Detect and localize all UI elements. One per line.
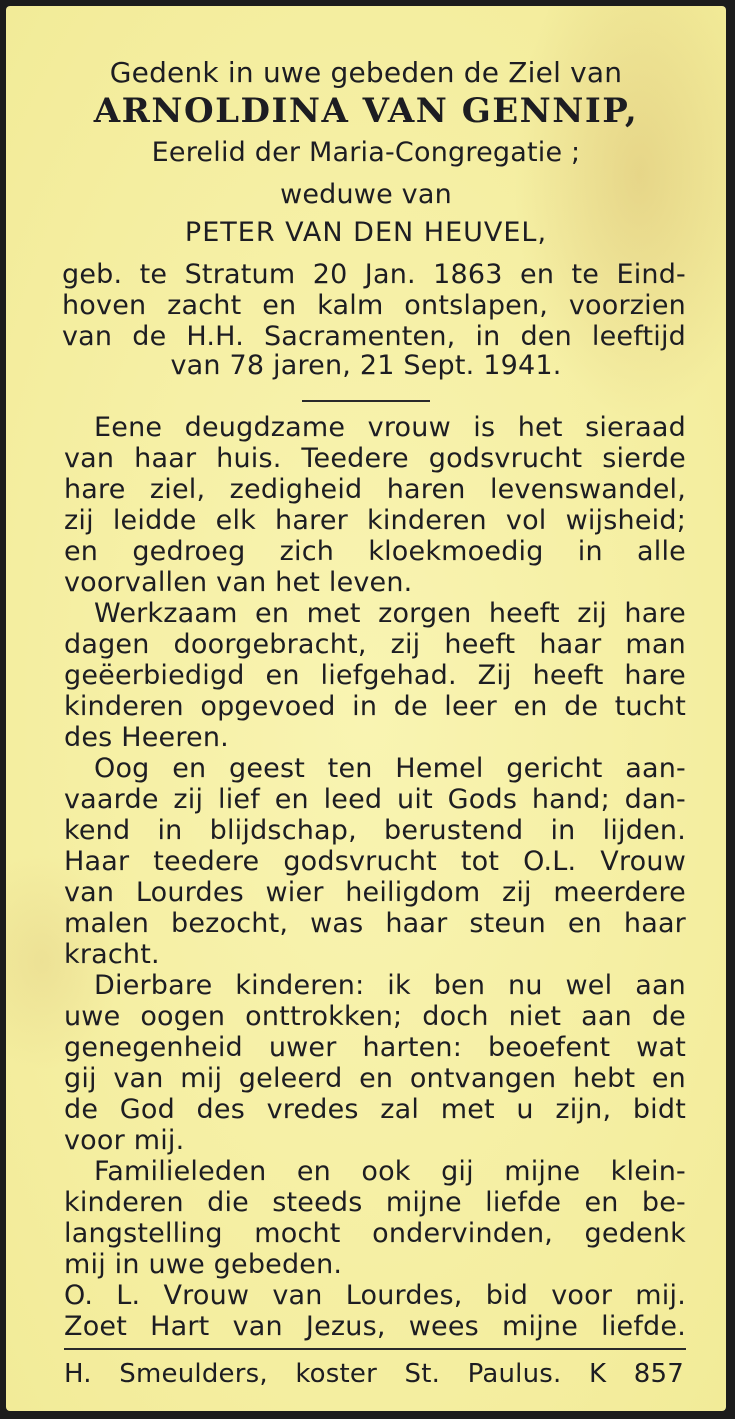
text-line: malen bezocht, was haar steun en haar [64, 908, 686, 939]
text-line: vaarde zij lief en leed uit Gods hand; dan- [64, 784, 686, 815]
text-line: gij van mij geleerd en ontvangen hebt en [64, 1063, 686, 1094]
intro-line: Gedenk in uwe gebeden de Ziel van [109, 56, 623, 89]
text-line: kinderen opgevoed in de leer en de tucht [64, 691, 686, 722]
text-line: van Lourdes wier heiligdom zij meerdere [64, 877, 686, 908]
congregation-title: Eerelid der Maria-Congregatie ; [151, 137, 581, 168]
text-line: kinderen die steeds mijne liefde en be- [64, 1187, 686, 1218]
text-line: zij leidde elk harer kinderen vol wijsheid; [64, 505, 686, 536]
text-line: Werkzaam en met zorgen heeft zij hare [94, 598, 686, 629]
text-line: van haar huis. Teedere godsvrucht sierde [64, 443, 686, 474]
text-line: dagen doorgebracht, zij heeft haar man [64, 629, 686, 660]
text-line: Familieleden en ook gij mijne klein- [94, 1156, 686, 1187]
text-line: en gedroeg zich kloekmoedig in alle [64, 536, 686, 567]
deceased-name: ARNOLDINA VAN GENNIP, [93, 91, 639, 131]
printer-credit: H. Smeulders, koster St. Paulus. K 857 [64, 1359, 684, 1389]
bio-line: van de H.H. Sacramenten, in den leeftijd [62, 321, 686, 352]
text-line: hare ziel, zedigheid haren levenswandel, [64, 474, 686, 505]
text-line: Eene deugdzame vrouw is het sieraad [94, 412, 686, 443]
divider [302, 400, 430, 402]
bio-line: hoven zacht en kalm ontslapen, voorzien [62, 290, 686, 321]
text-line: de God des vredes zal met u zijn, bidt [64, 1094, 686, 1125]
text-line: voor mij. [64, 1125, 185, 1156]
prayer-line: Zoet Hart van Jezus, wees mijne liefde. [64, 1311, 686, 1342]
spouse-name: PETER VAN DEN HEUVEL, [184, 217, 548, 248]
bio-line: van 78 jaren, 21 Sept. 1941. [170, 350, 562, 381]
prayer-line: O. L. Vrouw van Lourdes, bid voor mij. [64, 1280, 686, 1311]
bio-line: geb. te Stratum 20 Jan. 1863 en te Eind- [62, 259, 686, 290]
relation-line: weduwe van [280, 179, 452, 210]
text-line: uwe oogen onttrokken; doch niet aan de [64, 1001, 686, 1032]
text-line: Haar teedere godsvrucht tot O.L. Vrouw [64, 846, 686, 877]
text-line: Dierbare kinderen: ik ben nu wel aan [94, 970, 686, 1001]
text-line: Oog en geest ten Hemel gericht aan- [94, 753, 686, 784]
text-line: mij in uwe gebeden. [64, 1249, 343, 1280]
text-line: genegenheid uwer harten: beoefent wat [64, 1032, 686, 1063]
text-line: des Heeren. [64, 722, 229, 753]
text-line: geëerbiedigd en liefgehad. Zij heeft hare [64, 660, 686, 691]
footer-rule [64, 1348, 686, 1350]
text-line: langstelling mocht ondervinden, gedenk [64, 1218, 686, 1249]
text-line: kracht. [64, 939, 160, 970]
memorial-card [6, 6, 726, 1411]
text-line: voorvallen van het leven. [64, 567, 413, 598]
text-line: kend in blijdschap, berustend in lijden. [64, 815, 686, 846]
